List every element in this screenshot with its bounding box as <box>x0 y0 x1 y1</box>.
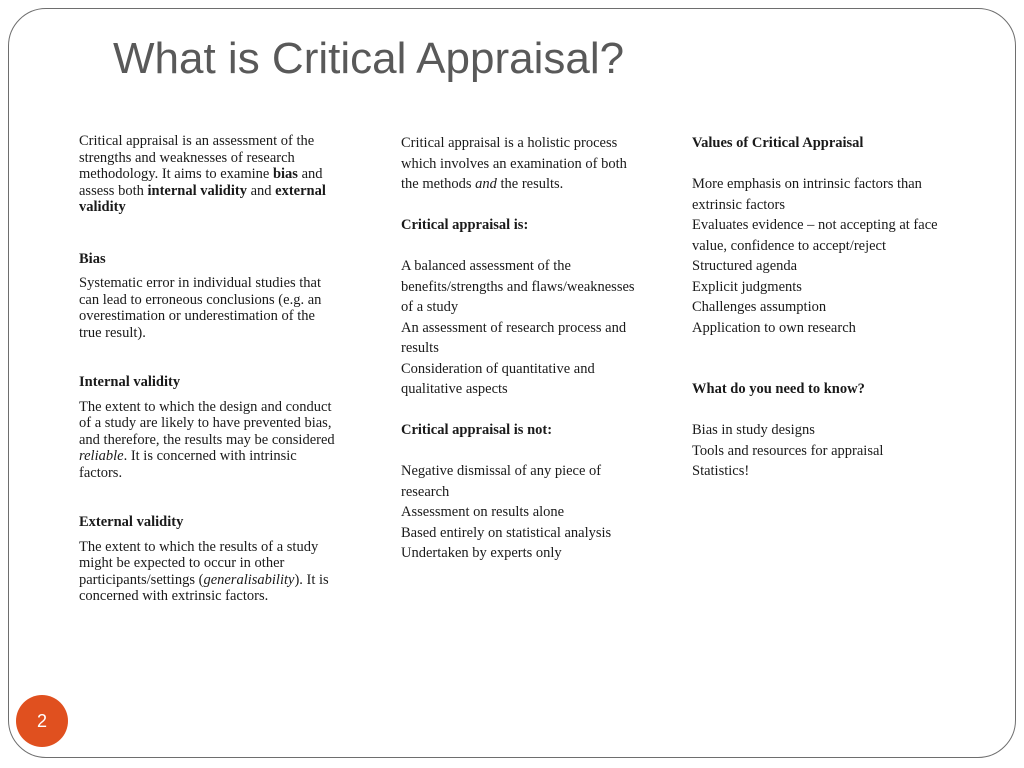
intro-paragraph: Critical appraisal is an assessment of the strengths and weaknesses of research methodology. It aims to examine bias and assess both internal validity and external validity <box>79 133 326 215</box>
slide-title: What is Critical Appraisal? <box>113 34 625 83</box>
list-item: Bias in study designs <box>692 422 815 438</box>
bias-text: Systematic error in individual studies that can lead to erroneous conclusions (e.g. an overestimation or underestimation of the true result). <box>79 275 322 341</box>
list-item: Consideration of quantitative and qualitative aspects <box>401 360 595 397</box>
internal-validity-heading: Internal validity <box>79 374 181 390</box>
page-number-badge: 2 <box>16 695 68 747</box>
list-item: Negative dismissal of any piece of research <box>401 463 602 500</box>
list-item: Undertaken by experts only <box>401 545 562 561</box>
holistic-paragraph: Critical appraisal is a holistic process which involves an examination of both the methods and the results. <box>401 135 627 192</box>
list-item: More emphasis on intrinsic factors than extrinsic factors <box>692 176 922 213</box>
right-column <box>692 133 962 482</box>
list-item: An assessment of research process and results <box>401 319 627 356</box>
left-column <box>79 133 341 605</box>
internal-validity-text: The extent to which the design and conduct of a study are likely to have prevented bias, and therefore, the results may be considered reliable. It is concerned with intrinsic factors. <box>79 398 335 481</box>
external-validity-heading: External validity <box>79 514 184 530</box>
need-to-know-heading: What do you need to know? <box>692 381 865 397</box>
list-item: Structured agenda <box>692 258 798 274</box>
external-validity-text: The extent to which the results of a study might be expected to occur in other participants/settings (generalisability). It is concerned with extrinsic factors. <box>79 538 329 604</box>
list-item: Statistics! <box>692 463 750 479</box>
is-heading: Critical appraisal is: <box>401 217 529 233</box>
list-item: Evaluates evidence – not accepting at face value, confidence to accept/reject <box>692 217 938 254</box>
is-not-heading: Critical appraisal is not: <box>401 422 553 438</box>
list-item: Assessment on results alone <box>401 504 565 520</box>
list-item: Challenges assumption <box>692 299 827 315</box>
list-item: Tools and resources for appraisal <box>692 442 884 459</box>
list-item: Based entirely on statistical analysis <box>401 524 612 541</box>
bias-heading: Bias <box>79 250 106 267</box>
list-item: A balanced assessment of the benefits/strengths and flaws/weaknesses of a study <box>401 258 635 315</box>
values-heading: Values of Critical Appraisal <box>692 135 864 151</box>
middle-column <box>401 133 641 564</box>
list-item: Application to own research <box>692 319 856 336</box>
list-item: Explicit judgments <box>692 278 802 295</box>
